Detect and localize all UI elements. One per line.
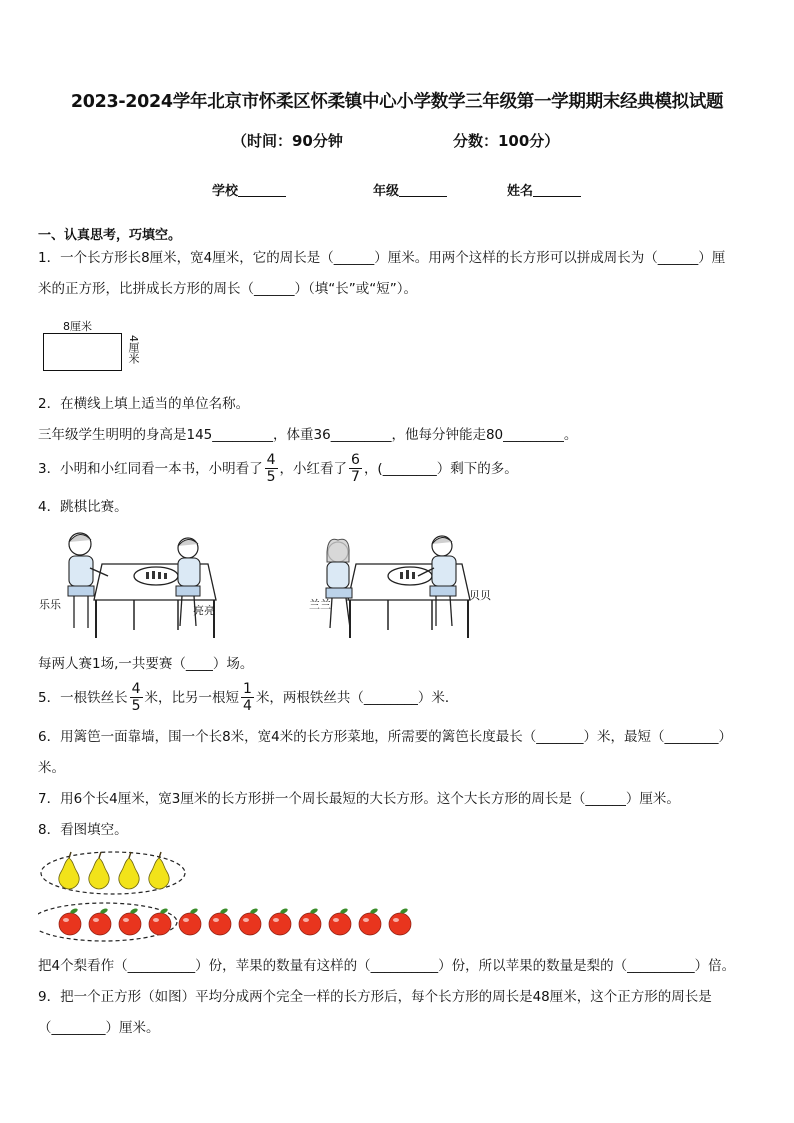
q1-width-label: 4厘米 [127, 335, 140, 364]
pear-icon [59, 852, 79, 889]
q4-ask: 每两人赛1场,一共要赛（____）场。 [38, 656, 254, 672]
name-field[interactable] [507, 180, 581, 199]
q3-fraction-1 [265, 452, 278, 485]
q3-line [38, 452, 518, 485]
q9-line1: 9．把一个正方形（如图）平均分成两个完全一样的长方形后，每个长方形的周长是48厘米，这个正方形的周长是 [38, 989, 712, 1005]
q4-name-liangliang: 亮亮 [193, 604, 215, 617]
name-label: 姓名 [507, 184, 534, 199]
q5-text-a: 5．一根铁丝长 [38, 689, 128, 706]
q4-name-beibei: 贝贝 [469, 589, 491, 602]
apple-icon [119, 907, 141, 935]
time-label: （时间：90分钟 [232, 132, 343, 150]
q8-fruit-illustration [38, 848, 428, 944]
section1-title: 一、认真思考，巧填空。 [38, 228, 182, 243]
school-field[interactable] [212, 180, 286, 199]
q2-line2: 三年级学生明明的身高是145_________，体重36_________，他每分钟能走80_________。 [38, 427, 578, 443]
name-blank[interactable] [533, 182, 581, 197]
q5-fraction-2 [241, 681, 254, 714]
apple-icon [389, 907, 411, 935]
apple-icon [329, 907, 351, 935]
q9-line2: （________）厘米。 [38, 1020, 160, 1036]
pear-icon [119, 852, 139, 889]
q5-fraction-1 [130, 681, 143, 714]
apple-icon [209, 907, 231, 935]
q4-checkers-illustration [38, 528, 498, 643]
q1-line2: 米的正方形，比拼成长方形的周长（______）（填“长”或“短”）。 [38, 281, 417, 297]
q5-f2-denominator: 4 [243, 698, 252, 714]
q5-text-b: 米，比另一根短 [144, 689, 240, 706]
q5-line [38, 681, 458, 714]
q3-f1-denominator: 5 [266, 469, 276, 485]
q5-f1-denominator: 5 [131, 698, 141, 714]
q7-line: 7．用6个长4厘米，宽3厘米的长方形拼一个周长最短的大长方形。这个大长方形的周长是（______）厘米。 [38, 791, 680, 807]
grade-field[interactable] [373, 180, 447, 199]
apple-icon [359, 907, 381, 935]
q6-line1: 6．用篱笆一面靠墙，围一个长8米，宽4米的长方形菜地，所需要的篱笆长度最长（_______）米，最短（________） [38, 729, 733, 745]
apple-icon [59, 907, 81, 935]
apple-icon [269, 907, 291, 935]
q3-f2-denominator: 7 [351, 469, 360, 485]
grade-blank[interactable] [399, 182, 447, 197]
q1-length-label: 8厘米 [63, 320, 92, 333]
score-label: 分数：100分） [453, 132, 560, 150]
q3-text-b: ，小红看了 [279, 460, 348, 477]
school-blank[interactable] [238, 182, 286, 197]
q3-text-c: ，(________）剩下的多。 [363, 460, 518, 477]
q8-ask: 把4个梨看作（__________）份，苹果的数量有这样的（__________）份，所以苹果的数量是梨的（__________）倍。 [38, 958, 736, 974]
q4-line: 4．跳棋比赛。 [38, 499, 128, 515]
q3-text-a: 3．小明和小红同看一本书，小明看了 [38, 460, 263, 477]
pear-icon [149, 852, 169, 889]
apple-icon [149, 907, 171, 935]
q4-name-lanlan: 兰兰 [309, 598, 331, 611]
page-title: 2023-2024学年北京市怀柔区怀柔镇中心小学数学三年级第一学期期末经典模拟试题 [70, 92, 724, 112]
q3-f1-numerator: 4 [266, 452, 276, 468]
q8-line: 8．看图填空。 [38, 822, 128, 838]
q1-line1: 1．一个长方形长8厘米，宽4厘米，它的周长是（______）厘米。用两个这样的长方形可以拼成周长为（______）厘 [38, 250, 726, 266]
apple-icon [179, 907, 201, 935]
school-label: 学校 [212, 184, 239, 199]
q6-line2: 米。 [38, 760, 65, 776]
q4-scene-1 [68, 533, 216, 638]
q1-rectangle-figure [43, 333, 122, 371]
apple-icon [299, 907, 321, 935]
pear-icon [89, 852, 109, 889]
q5-f1-numerator: 4 [131, 681, 141, 697]
q4-scene-2 [326, 536, 470, 638]
apple-icon [89, 907, 111, 935]
q5-f2-numerator: 1 [243, 681, 252, 697]
q4-name-lele: 乐乐 [39, 598, 61, 611]
grade-label: 年级 [373, 184, 400, 199]
q5-text-c: 米，两根铁丝共（________）米． [255, 689, 459, 706]
q3-f2-numerator: 6 [351, 452, 360, 468]
apple-icon [239, 907, 261, 935]
q3-fraction-2 [349, 452, 362, 485]
q2-line1: 2．在横线上填上适当的单位名称。 [38, 396, 250, 412]
